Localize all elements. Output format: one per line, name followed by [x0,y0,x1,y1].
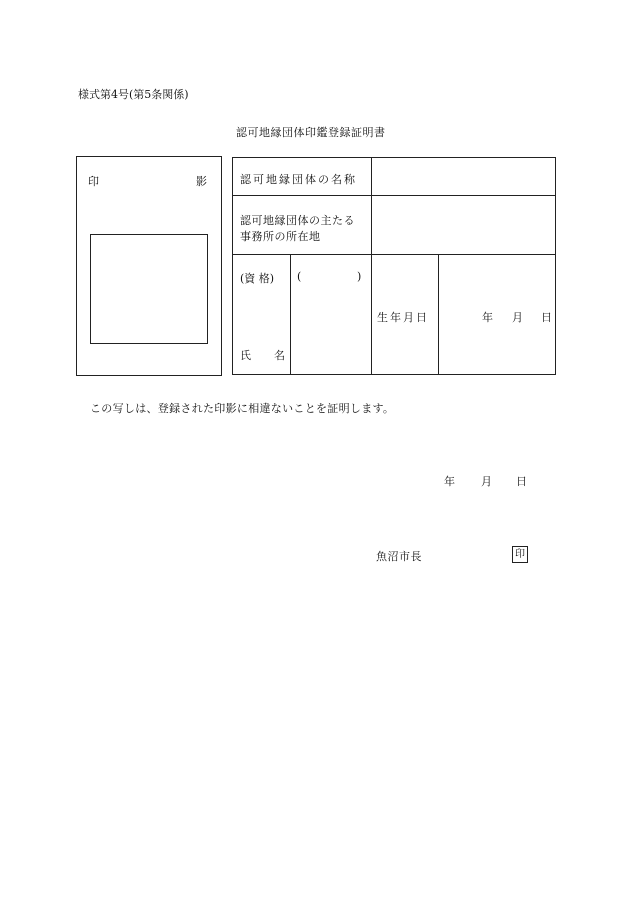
issue-month-label: 月 [481,475,492,488]
org-name-label: 認可地縁団体の名称 [240,173,357,186]
info-table [232,157,556,375]
table-col-divider [371,157,372,375]
qualification-paren-open: ( [297,270,302,283]
qualification-label: (資 格) [240,272,275,285]
seal-label-left: 印 [88,175,99,188]
form-number: 様式第4号(第5条関係) [78,88,189,101]
seal-label-right: 影 [196,175,207,188]
issue-year-label: 年 [444,475,455,488]
birthdate-label: 生年月日 [377,311,429,324]
table-col-divider [438,254,439,375]
birthdate-month-label: 月 [512,311,523,324]
official-stamp: 印 [512,546,528,563]
full-name-label-1: 氏 [240,349,251,362]
issue-day-label: 日 [516,475,527,488]
table-col-divider [290,254,291,375]
birthdate-day-label: 日 [541,311,552,324]
document-title: 認可地縁団体印鑑登録証明書 [236,126,386,139]
table-row-divider [232,195,556,196]
qualification-paren-close: ) [357,270,362,283]
table-row-divider [232,254,556,255]
certification-text: この写しは、登録された印影に相違ないことを証明します。 [90,402,395,415]
office-label-line2: 事務所の所在地 [240,230,321,243]
office-label-line1: 認可地縁団体の主たる [240,214,355,227]
issuer-name: 魚沼市長 [376,550,422,563]
seal-impression-area [90,234,208,344]
full-name-label-2: 名 [274,349,285,362]
birthdate-year-label: 年 [482,311,493,324]
